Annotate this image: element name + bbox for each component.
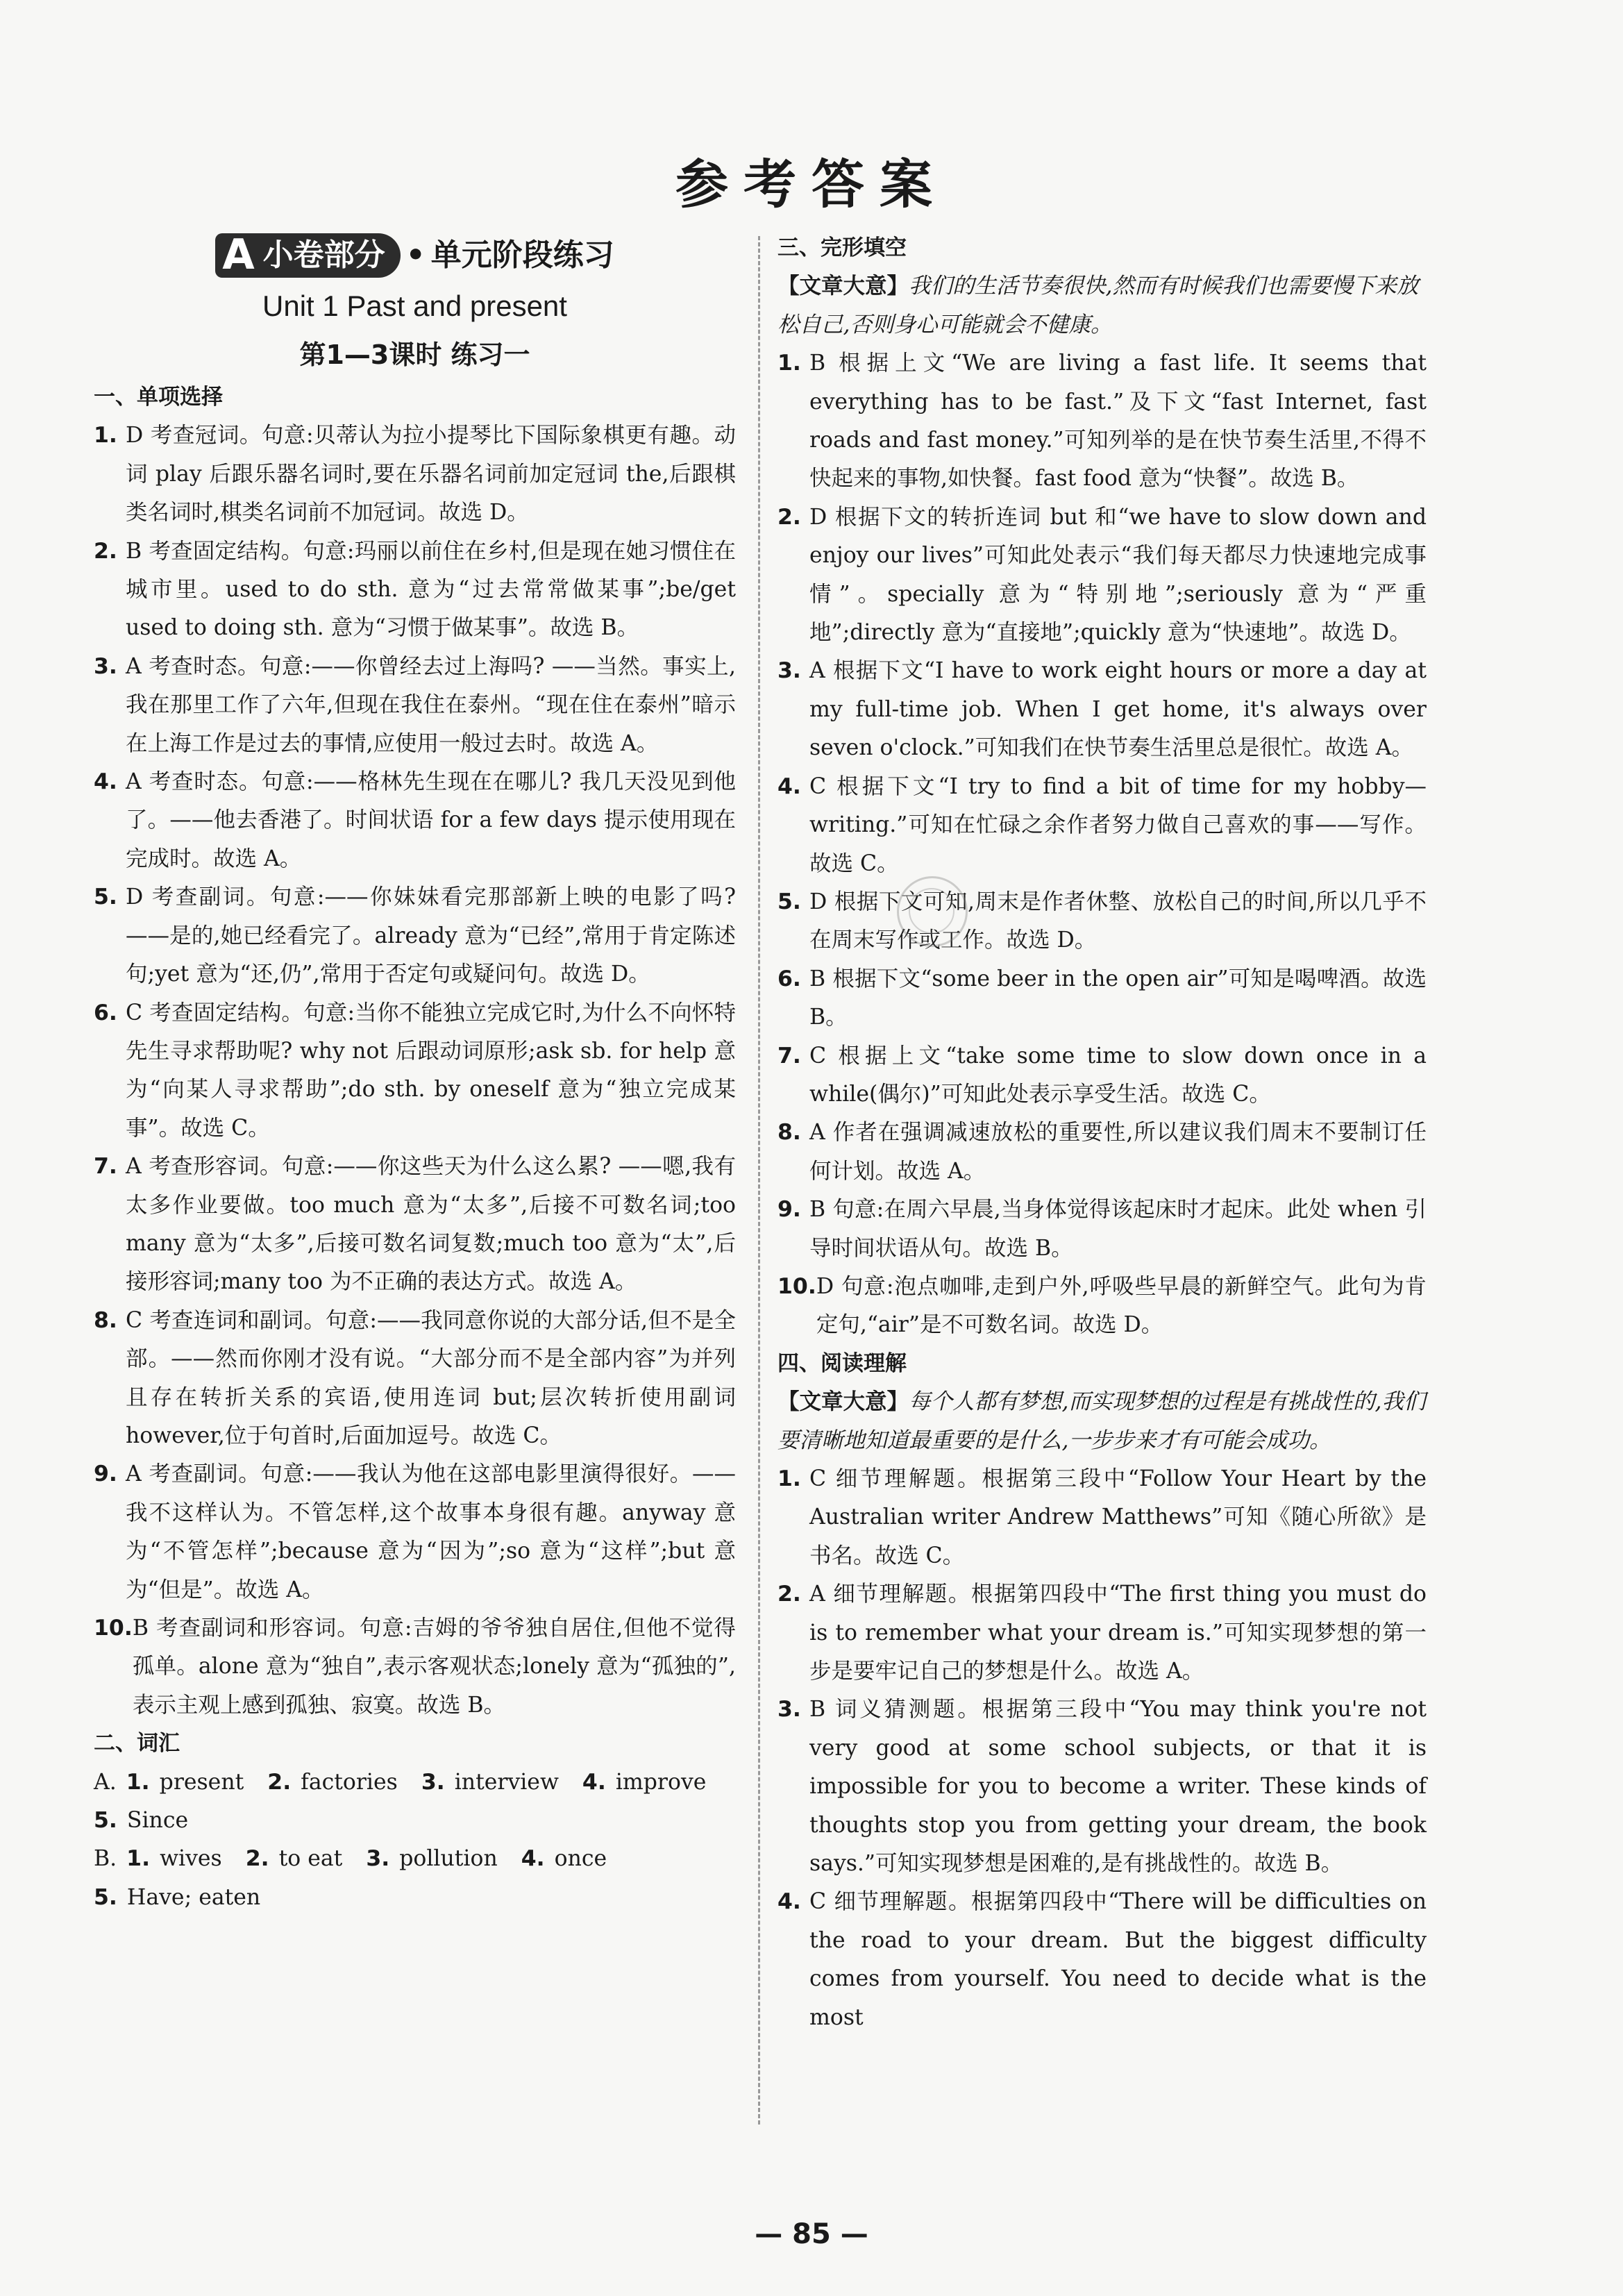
column-divider [758,236,760,2125]
answer-number: 5. [777,889,801,914]
answer-number: 9. [94,1461,117,1487]
answer-number: 10. [777,1273,816,1299]
answer-number: 4. [94,769,117,795]
summary-text: 我们的生活节奏很快,然而有时候我们也需要慢下来放松自己,否则身心可能就会不健康。 [777,274,1419,337]
vocab-num: 2. [245,1846,269,1872]
vocab-answer: improve [615,1769,707,1795]
answer-number: 1. [777,1466,801,1491]
page-number: — 85 — [755,2218,868,2250]
vocab-num: 1. [126,1846,151,1872]
answer-number: 1. [94,423,117,449]
answer-text: A 根据下文“I have to work eight hours or more a day at my full-time job. When I get home, it's always over seven o'clock.”可知我们在快节奏生活里总是很忙。故选 A。 [809,658,1427,761]
answer-item [94,417,736,532]
summary-label: 【文章大意】 [777,1389,909,1415]
answer-text: B 句意:在周六早晨,当身体觉得该起床时才起床。此处 when 引导时间状语从句。故选 B。 [809,1197,1427,1261]
answer-number: 6. [777,966,801,991]
answer-text: D 根据下文的转折连词 but 和“we have to slow down and enjoy our lives”可知此处表示“我们每天都尽力快速地完成事情”。specially 意为“特别地”;seriously 意为“严重地”;directly 意为“直接地”;quickly 意为“快速地”。故选 D。 [809,504,1427,646]
answer-text: A 细节理解题。根据第四段中“The first thing you must do is to remember what your dream is.”可知实现梦想的第一步是要牢记自己的梦想是什么。故选 A。 [809,1582,1427,1684]
summary-label: 【文章大意】 [777,274,909,299]
multiple-choice-list [94,417,736,1725]
reading-list [777,1460,1427,2037]
vocab-answer: pollution [399,1846,498,1872]
vocab-num: 4. [582,1769,606,1795]
answer-text: B 考查副词和形容词。句意:吉姆的爷爷独自居住,但他不觉得孤单。alone 意为“独自”,表示客观状态;lonely 意为“孤独的”,表示主观上感到孤独、寂寞。故选 B。 [132,1616,736,1718]
vocab-answer: once [554,1846,607,1872]
cloze-list [777,344,1427,1345]
vocab-num: 1. [126,1769,150,1795]
answer-item [94,533,736,648]
vocab-answer: to eat [278,1846,343,1872]
answer-text: C 考查固定结构。句意:当你不能独立完成它时,为什么不向怀特先生寻求帮助呢? why not 后跟动词原形;ask sb. for help 意为“向某人寻求帮助”;do sth. by oneself 意为“独立完成某事”。故选 C。 [126,1000,736,1141]
answer-item [777,1883,1427,2037]
answer-text: D 根据下文可知,周末是作者休整、放松自己的时间,所以几乎不在周末写作或工作。故选 D。 [809,889,1427,953]
banner-part: 小卷部分 [262,237,385,273]
vocab-answer: Since [126,1808,189,1834]
answer-text: B 考查固定结构。句意:玛丽以前住在乡村,但是现在她习惯住在城市里。used to do sth. 意为“过去常常做某事”;be/get used to doing sth. 意为“习惯于做某事”。故选 B。 [126,538,736,641]
section-heading: 四、阅读理解 [777,1350,907,1376]
answer-item [777,1114,1427,1191]
answer-item [777,344,1427,498]
answer-item [777,1460,1427,1575]
vocab-row [94,1763,736,1802]
vocab-part-label: A. [94,1769,117,1795]
section-heading: 一、单项选择 [94,385,223,410]
article-summary [777,1383,1427,1460]
answer-text: C 根据下文“I try to find a bit of time for my hobby—writing.”可知在忙碌之余作者努力做自己喜欢的事——写作。故选 C。 [809,773,1427,876]
page-title: 参考答案 [675,153,948,215]
answer-item [94,648,736,763]
banner-badge [215,230,400,279]
answer-number: 2. [777,504,801,530]
answer-number: 3. [777,1697,801,1723]
lesson-title: 第1—3课时 练习一 [299,340,530,370]
left-column [94,229,736,1917]
vocab-answer: interview [454,1769,559,1795]
section-banner [94,229,736,281]
answer-text: C 考查连词和副词。句意:——我同意你说的大部分话,但不是全部。——然而你刚才没有说。“大部分而不是全部内容”为并列且存在转折关系的宾语,使用连词 but;层次转折使用副词 however,位于句首时,后面加逗号。故选 C。 [126,1307,736,1448]
answer-text: D 句意:泡点咖啡,走到户外,呼吸些早晨的新鲜空气。此句为肯定句,“air”是不可数名词。故选 D。 [816,1273,1427,1338]
answer-text: A 考查时态。句意:——你曾经去过上海吗? ——当然。事实上,我在那里工作了六年,但现在我住在泰州。“现在住在泰州”暗示在上海工作是过去的事情,应使用一般过去时。故选 A。 [126,653,736,756]
answer-item [777,1691,1427,1883]
answer-text: C 细节理解题。根据第四段中“There will be difficulties on the road to your dream. But the biggest difficulty comes from yourself. You need to decide what is the most [809,1889,1427,2030]
watermark-stamp-icon [897,876,968,947]
section-heading: 二、词汇 [94,1731,180,1757]
vocab-row [94,1802,736,1840]
vocab-num: 5. [94,1884,117,1910]
answer-number: 3. [94,653,117,679]
answer-text: C 根据上文“take some time to slow down once in a while(偶尔)”可知此处表示享受生活。故选 C。 [809,1043,1427,1107]
answer-number: 9. [777,1197,801,1223]
answer-text: A 考查形容词。句意:——你这些天为什么这么累? ——嗯,我有太多作业要做。too much 意为“太多”,后接不可数名词;too many 意为“太多”,后接可数名词复数;much too 意为“太”,后接形容词;many too 为不正确的表达方式。故选 A。 [126,1154,736,1295]
answer-number: 10. [94,1616,133,1641]
banner-name: 单元阶段练习 [430,237,614,273]
vocab-num: 5. [94,1808,117,1834]
vocab-num: 3. [366,1846,390,1872]
vocab-answer: present [159,1769,244,1795]
answer-item [777,1268,1427,1345]
right-column [777,229,1427,2037]
answer-item [94,878,736,994]
answer-item [94,1455,736,1609]
answer-number: 7. [777,1043,801,1069]
answer-number: 2. [777,1582,801,1607]
answer-text: A 考查时态。句意:——格林先生现在在哪儿? 我几天没见到他了。——他去香港了。时间状语 for a few days 提示使用现在完成时。故选 A。 [126,769,736,871]
answer-item [94,994,736,1148]
answer-text: B 词义猜测题。根据第三段中“You may think you're not very good at some school subjects, or that it is impossible for you to become a writer. These kinds of thoughts stop you from getting your dream, the book says.”可知实现梦想是困难的,是有挑战性的。故选 B。 [809,1697,1427,1877]
article-summary [777,267,1427,344]
answer-item [777,1575,1427,1691]
answer-item [777,498,1427,653]
answer-text: D 考查冠词。句意:贝蒂认为拉小提琴比下国际象棋更有趣。动词 play 后跟乐器名词时,要在乐器名词前加定冠词 the,后跟棋类名词时,棋类名词前不加冠词。故选 D。 [126,423,736,526]
answer-number: 6. [94,1000,117,1025]
summary-text: 每个人都有梦想,而实现梦想的过程是有挑战性的,我们要清晰地知道最重要的是什么,一步步来才有可能会成功。 [777,1389,1426,1453]
answer-item [94,1148,736,1302]
answer-number: 2. [94,538,117,564]
answer-item [94,1302,736,1456]
vocab-num: 3. [421,1769,445,1795]
answer-number: 8. [94,1307,117,1333]
answer-text: B 根据上文“We are living a fast life. It seems that everything has to be fast.”及下文“fast Internet, fast roads and fast money.”可知列举的是在快节奏生活里,不得不快起来的事物,如快餐。fast food 意为“快餐”。故选 B。 [809,351,1427,492]
answer-text: D 考查副词。句意:——你妹妹看完那部新上映的电影了吗? ——是的,她已经看完了。already 意为“已经”,常用于肯定陈述句;yet 意为“还,仍”,常用于否定句或疑问句。故选 D。 [126,885,736,987]
vocab-answer: wives [160,1846,222,1872]
answer-item [94,1609,736,1725]
answer-item [777,1037,1427,1114]
vocab-answer: Have; eaten [126,1884,261,1910]
vocab-row [94,1879,736,1917]
answer-number: 4. [777,1889,801,1915]
answer-item [777,652,1427,767]
banner-sep: • [405,237,426,273]
answer-number: 5. [94,885,117,910]
answer-text: A 作者在强调减速放松的重要性,所以建议我们周末不要制订任何计划。故选 A。 [809,1120,1427,1184]
vocab-num: 2. [267,1769,292,1795]
answer-number: 4. [777,773,801,799]
answer-text: A 考查副词。句意:——我认为他在这部电影里演得很好。——我不这样认为。不管怎样,这个故事本身很有趣。anyway 意为“不管怎样”;because 意为“因为”;so 意为“这样”;but 意为“但是”。故选 A。 [126,1461,736,1602]
answer-item [777,883,1427,960]
banner-letter: A [222,230,255,279]
vocab-part-label: B. [94,1846,117,1872]
answer-number: 3. [777,658,801,684]
answer-text: B 根据下文“some beer in the open air”可知是喝啤酒。故选 B。 [809,966,1427,1030]
section-heading: 三、完形填空 [777,235,907,260]
unit-title: Unit 1 Past and present [262,290,567,322]
answer-number: 8. [777,1120,801,1146]
vocab-row [94,1840,736,1878]
answer-text: C 细节理解题。根据第三段中“Follow Your Heart by the Australian writer Andrew Matthews”可知《随心所欲》是书名。故选 C。 [809,1466,1427,1568]
answer-number: 1. [777,351,801,376]
answer-item [94,763,736,878]
answer-item [777,1191,1427,1268]
answer-number: 7. [94,1154,117,1180]
answer-item [777,960,1427,1037]
answer-item [777,768,1427,883]
vocab-num: 4. [521,1846,545,1872]
vocab-answer: factories [301,1769,398,1795]
